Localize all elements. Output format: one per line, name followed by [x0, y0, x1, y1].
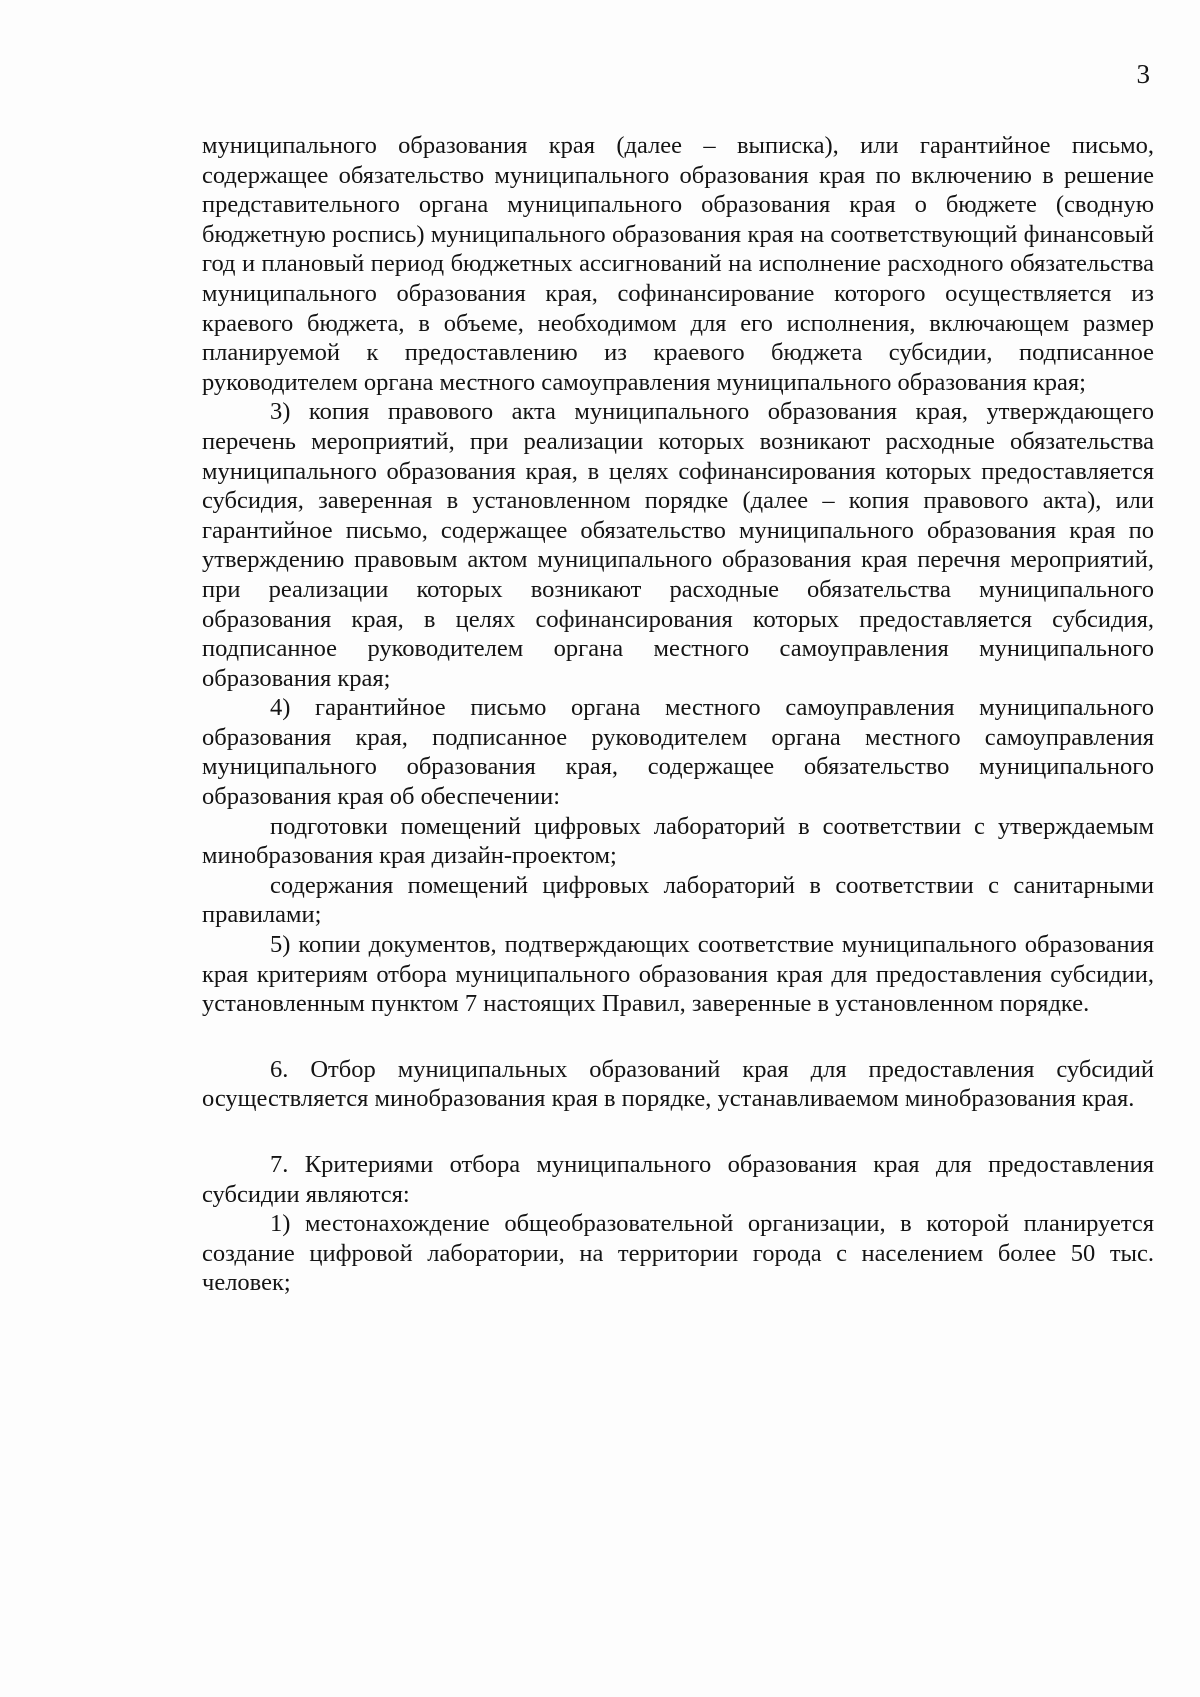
paragraph-item-4-sub-1: подготовки помещений цифровых лабораторий в соответствии с утверждаемым минобразования края дизайн-проектом; [202, 812, 1154, 870]
document-body [202, 131, 1154, 1298]
paragraph-item-3: 3) копия правового акта муниципального образования края, утверждающего перечень мероприятий, при реализации которых возникают расходные обязательства муниципального образования края, в целях софинансирования которых предоставляется субсидия, заверенная в установленном порядке (далее – копия правового акта), или гарантийное письмо, содержащее обязательство муниципального образования края по утверждению правовым актом муниципального образования края перечня мероприятий, при реализации которых возникают расходные обязательства муниципального образования края, в целях софинансирования которых предоставляется субсидия, подписанное руководителем органа местного самоуправления муниципального образования края; [202, 398, 1154, 692]
paragraph-gap [202, 1019, 1154, 1055]
paragraph-item-4-sub-2: содержания помещений цифровых лабораторий в соответствии с санитарными правилами; [202, 871, 1154, 929]
paragraph-continuation: муниципального образования края (далее – выписка), или гарантийное письмо, содержащее обязательство муниципального образования края по включению в решение представительного органа муниципального образования края о бюджете (сводную бюджетную роспись) муниципального образования края на соответствующий финансовый год и плановый период бюджетных ассигнований на исполнение расходного обязательства муниципального образования края, софинансирование которого осуществляется из краевого бюджета, в объеме, необходимом для его исполнения, включающем размер планируемой к предоставлению из краевого бюджета субсидии, подписанное руководителем органа местного самоуправления муниципального образования края; [202, 132, 1154, 396]
page-number: 3 [1136, 59, 1150, 89]
paragraph-gap [202, 1114, 1154, 1150]
paragraph-section-7-item-1: 1) местонахождение общеобразовательной организации, в которой планируется создание цифровой лаборатории, на территории города с населением более 50 тыс. человек; [202, 1210, 1154, 1297]
paragraph-item-5: 5) копии документов, подтверждающих соответствие муниципального образования края критериям отбора муниципального образования края для предоставления субсидии, установленным пунктом 7 настоящих Правил, заверенные в установленном порядке. [202, 931, 1154, 1018]
paragraph-section-6: 6. Отбор муниципальных образований края для предоставления субсидий осуществляется минобразования края в порядке, устанавливаемом минобразования края. [202, 1055, 1154, 1113]
paragraph-item-4: 4) гарантийное письмо органа местного самоуправления муниципального образования края, подписанное руководителем органа местного самоуправления муниципального образования края, содержащее обязательство муниципального образования края об обеспечении: [202, 694, 1154, 811]
paragraph-section-7: 7. Критериями отбора муниципального образования края для предоставления субсидии являются: [202, 1151, 1154, 1208]
